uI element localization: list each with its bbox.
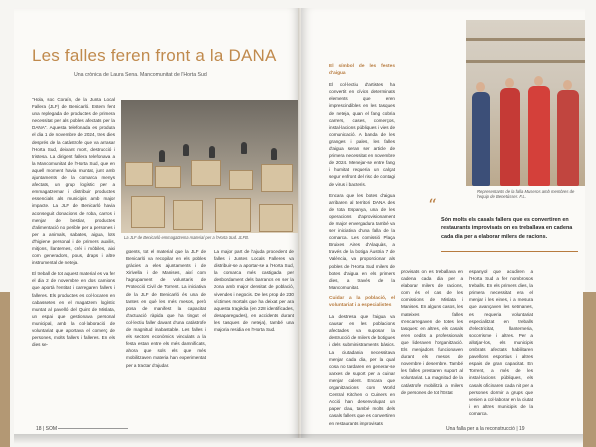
quote-divider <box>441 251 578 252</box>
page-number: 19 <box>519 426 525 432</box>
left-column-1 <box>32 96 115 352</box>
body-paragraph: güents, tot el material que la JLF de Benicarló va recopilar en els pobles gràcies a eles ajuntaments i de Xirivella i de Manises, així com l'agrupament de voluntaris de Protecció Civil de Torrent. La iniciativa de la JLF de Benicarló és una de tantes en què les més mesos, però posa de manifest la capacitat d'actuació ràpida que ha tingut el col·lectiu faller davant d'una catàstrofe de magnitud inabastable. Les falles i els sectors econòmics vinculats a la festa estan entre els més damnificats, ahora que sols els que més mobilitzaven materia han experimentat per a tractar d'ajudar. <box>126 249 206 368</box>
volunteers-photo <box>466 20 585 186</box>
magazine-name: SOM <box>45 426 58 432</box>
body-paragraph: "Hola, soc Coraín, de la Junta Local Fallera (JLF) de Benicarló. Estem fent una replegada de productes de primera necessitat per als pobles afectats per la DANA". Aquesta telefonada es produïa el dia 1 de novembre de 2024, tres dies després de la catàstrofe que va arrasar l'Horta Sud, deixant mort, destrucció i tristesa. La dirigent fallera telefonava a la Mancomunitat de l'Horta Sud, que en aquell moment havia muntat, junt amb ajuntaments de la comarca menys afectats, un grup logístic per a emmagatzemar i distribuir productes essencials als municipis amb major impacte. La JLF de Benicarló havia aconseguit donacions de roba, carros i menjar de bestiar, productes d'alimentació no perible per a persones i per a animals, sabates, aigua, lots d'higiene personal i de primers auxilis, mitjons, llanternes, crèi i mòbiles, aixi com generadors, pous, draps i altre instrumental de neteja. <box>32 97 115 266</box>
left-column-3 <box>214 248 294 337</box>
body-paragraph: espanyol que acudiren a l'Horta Sud a fer nombrosos treballs. En els primers dies, la primera necessitat era el menjar i les eines, i a mesura que avançaven les setmanes, es requeria voluntariat especialitzat en treballs d'electricitat, llanterneria, socorrisme i altres. Per a allotjar-los, els municipis ombrats afectats habilitaren pavellons esportius i altres espais de gran capacitat. En Torrent, a més de les instal·lacions públiques, els casals oficinaren cada nit per a persones dormir a grups que venien a col·laborar en la ciutat i en altres municipis de la comarca. <box>469 269 533 416</box>
body-paragraph: Encara que les botes d'aigua arribaren al territori DANA des de tota Espanya, una de les operacions d'aprovisionament de major envergadura també va ser iniciativa d'una falla de la comarca. Les comissió Plaça Bruixes Aires d'Alaquàs, a través de la botiga Àustria 7 de València, va proporcionar als pobles de l'Horta Sud milers de botes d'aigua en els primers dies, a través de la Mancomunitat. <box>329 192 395 290</box>
background-strip <box>0 292 10 447</box>
body-paragraph: La destresa que l'aigua va causar en les poblacions afectades va suposar la destrucció de milers de botigues i dels subministraments bàsics. La ciutadania necessitava menjar cada dia, per la qual cosa no tardaren en generar-se xarxes de suport per a cuinar menjar calent. Encara que organitzacions com World Central Kitchen o Cuiners en Acció han desenvolupat un paper clau, també molts dels casals fallers que es convertiren en restaurants improvisats <box>329 314 395 426</box>
body-paragraph: provisats on es treballava en cadena cada dia per a elaborar milers de racions, com és el cas de les comissions de Mislata i Manises. En alguns casos, les mateixes falles s'encarregaven de totes les tasques: en altres, els casals eren cedits a professionals que lideraven l'organització. Els menjadors funcionaven durant els mesos de novembre i desembre. També les falles prestaren suport al voluntariat. La magnitud de la catàstrofe mobilitzà a milers de persones de tot l'Estat <box>401 269 463 395</box>
page-shadow <box>14 434 585 444</box>
photo-caption: La JLF de Benicarló emmagatzema material per a l'Horta Sud. JLFB. <box>124 235 249 240</box>
section-heading: Cuidar a la població, el voluntariat i a especialistes <box>329 295 395 308</box>
section-heading: El símbol de les festes d'aigua <box>329 64 395 77</box>
right-column-2 <box>401 268 463 400</box>
right-page <box>301 8 585 438</box>
photo-caption: Representants de la falla Museros amb membres de l'equip de Benetússer. F.L. <box>477 189 575 199</box>
warehouse-photo <box>121 100 300 233</box>
right-footer: Una falla per a la reconstrucció | 19 <box>446 426 525 432</box>
article-subtitle: Una crònica de Laura Sena. Mancomunitat de l'Horta Sud <box>74 72 207 78</box>
section-name: Una falla per a la reconstrucció <box>446 426 515 432</box>
page-number: 18 <box>36 426 42 432</box>
right-column-1 <box>329 63 395 431</box>
article-title: Les falles feren front a la DANA <box>32 46 277 65</box>
body-paragraph: El col·lectiu d'artistes ha convertit en cívics determinats elements que eren imprescindibles en les tasques de neteja, quan el fang cobria carrers, cases, comerços, instal·lacions públiques i vies de comunicació. A banda de les granges i pales, les falles d'aigua seran ser article de primera necessitat en novembre de 2024. Menejar-se entre fang i humitat requeria un calçat segur enfront del risc de contagi de virus i bacteris. <box>329 82 395 187</box>
left-page <box>14 8 300 438</box>
left-column-2 <box>126 248 206 373</box>
magazine-spread <box>14 8 585 446</box>
left-footer: 18 | SOM <box>36 426 128 432</box>
pull-quote: Són molts els casals fallers que es convertiren en restaurants improvisats on es treballava en cadena cada dia per a elaborar milers de racions. <box>441 217 573 240</box>
right-column-3 <box>469 268 533 421</box>
quote-icon: “ <box>428 196 437 216</box>
body-paragraph: El treball de tot aquest material es va fer el dia 2 de novembre en dos camions que aportà l'entitat i carregaren fallers i falleres. Els productes es col·locaren en cabassetes en el magatzem logístic muntat al pavelló del Quint de Mislata, un espai que gestionava personal municipal, amb la col·laboració de voluntariat que aportava el comerç de persones, molts fallers i falleres. En els dies se- <box>32 271 115 348</box>
background-strip <box>583 292 596 447</box>
body-paragraph: La major part de l'ajuda procedent de falles i Juntes Locals Falleres va distribuir-se a aportar-se a l'Horta Sud, la comarca més castigada per desbordament dels barrancs en ser la zona amb major densitat de població, vivendes i negocis. De les prop de 230 víctimes mortals que ha deixat per ara aquesta tragèdia (en 228 identificades, desaparegudes), en accidents durant les tasques de neteja), també una majoria residia en l'Horta Sud. <box>214 249 294 333</box>
